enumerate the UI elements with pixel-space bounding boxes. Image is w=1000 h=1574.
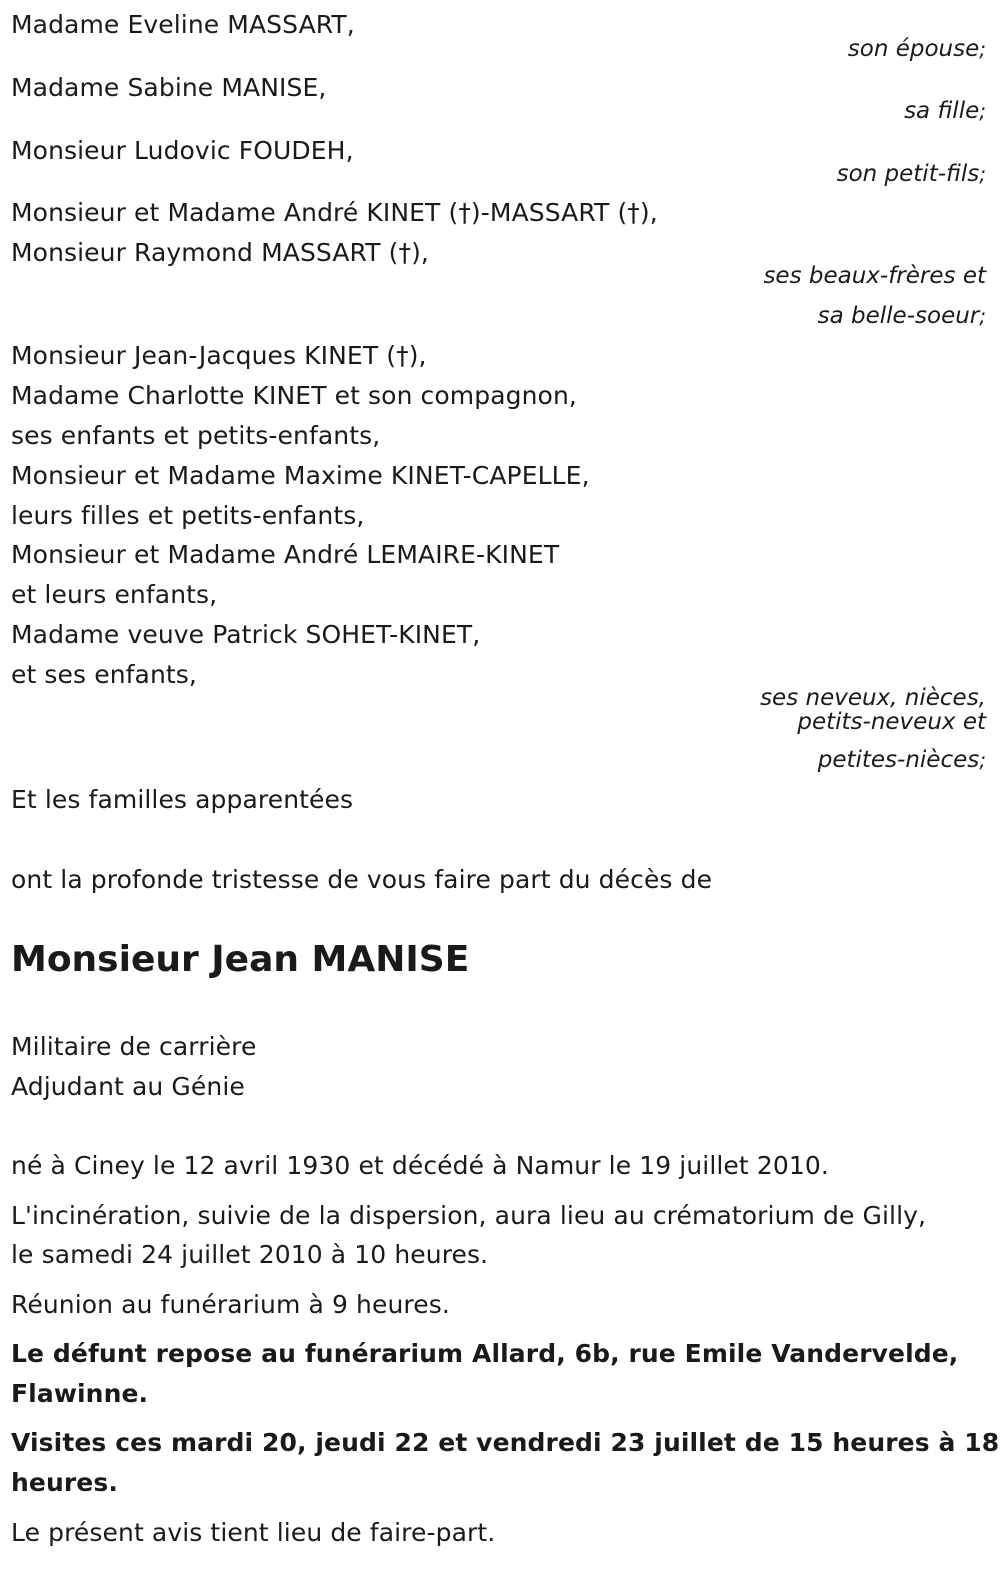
role-nephews-line3 bbox=[818, 746, 986, 774]
role-semicolon: ; bbox=[979, 99, 986, 123]
role-grandson-text: son petit-fils bbox=[836, 161, 980, 187]
role-semicolon: ; bbox=[979, 37, 986, 61]
family-line-their-children: et leurs enfants, bbox=[11, 580, 218, 609]
ceremony-line1: L'incinération, suivie de la dispersion, aura lieu au crématorium de Gilly, bbox=[11, 1201, 927, 1230]
role-semicolon: ; bbox=[979, 748, 986, 772]
family-line-daughters: leurs filles et petits-enfants, bbox=[11, 501, 365, 530]
family-line-eveline: Madame Eveline MASSART, bbox=[11, 10, 355, 39]
ceremony-line2: le samedi 24 juillet 2010 à 10 heures. bbox=[11, 1240, 489, 1269]
role-semicolon: ; bbox=[979, 304, 986, 328]
family-line-jean-jacques: Monsieur Jean-Jacques KINET (†), bbox=[11, 341, 427, 370]
rest-line2: Flawinne. bbox=[11, 1379, 149, 1408]
family-line-charlotte: Madame Charlotte KINET et son compagnon, bbox=[11, 381, 577, 410]
birth-death-text: né à Ciney le 12 avril 1930 et décédé à Namur le 19 juillet 2010. bbox=[11, 1151, 829, 1180]
role-daughter bbox=[904, 97, 986, 125]
visits-line1: Visites ces mardi 20, jeudi 22 et vendredi 23 juillet de 15 heures à 18 bbox=[11, 1428, 1000, 1457]
role-daughter-text: sa fille bbox=[904, 98, 980, 124]
role-spouse-text: son épouse bbox=[847, 36, 980, 62]
role-spouse bbox=[848, 35, 986, 63]
family-line-lemaire: Monsieur et Madame André LEMAIRE-KINET bbox=[11, 540, 560, 569]
deceased-title-rank: Adjudant au Génie bbox=[11, 1072, 245, 1101]
role-inlaws-text: sa belle-soeur bbox=[817, 303, 980, 329]
family-line-raymond: Monsieur Raymond MASSART (†), bbox=[11, 238, 429, 267]
notice-text: Le présent avis tient lieu de faire-part. bbox=[11, 1518, 496, 1547]
role-inlaws-line1: ses beaux-frères et bbox=[763, 263, 986, 289]
meeting-text: Réunion au funérarium à 9 heures. bbox=[11, 1290, 450, 1319]
role-nephews-line1: ses neveux, nièces, bbox=[760, 685, 986, 711]
deceased-name: Monsieur Jean MANISE bbox=[11, 939, 470, 980]
family-line-kinet-massart: Monsieur et Madame André KINET (†)-MASSART (†), bbox=[11, 198, 658, 227]
role-nephews-text: petites-nièces bbox=[817, 747, 980, 773]
family-line-related: Et les familles apparentées bbox=[11, 785, 354, 814]
rest-line1: Le défunt repose au funérarium Allard, 6b, rue Emile Vandervelde, bbox=[11, 1339, 959, 1368]
family-line-children: ses enfants et petits-enfants, bbox=[11, 421, 381, 450]
family-line-ludovic: Monsieur Ludovic FOUDEH, bbox=[11, 136, 354, 165]
announcement-text: ont la profonde tristesse de vous faire part du décès de bbox=[11, 865, 713, 894]
visits-line2: heures. bbox=[11, 1468, 118, 1497]
family-line-her-children: et ses enfants, bbox=[11, 660, 197, 689]
role-inlaws-line2 bbox=[818, 302, 986, 330]
deceased-title-career: Militaire de carrière bbox=[11, 1032, 257, 1061]
family-line-sohet: Madame veuve Patrick SOHET-KINET, bbox=[11, 620, 481, 649]
family-line-maxime: Monsieur et Madame Maxime KINET-CAPELLE, bbox=[11, 461, 590, 490]
role-grandson bbox=[837, 160, 986, 188]
role-semicolon: ; bbox=[979, 162, 986, 186]
role-nephews-line2: petits-neveux et bbox=[797, 709, 986, 735]
family-line-sabine: Madame Sabine MANISE, bbox=[11, 73, 327, 102]
